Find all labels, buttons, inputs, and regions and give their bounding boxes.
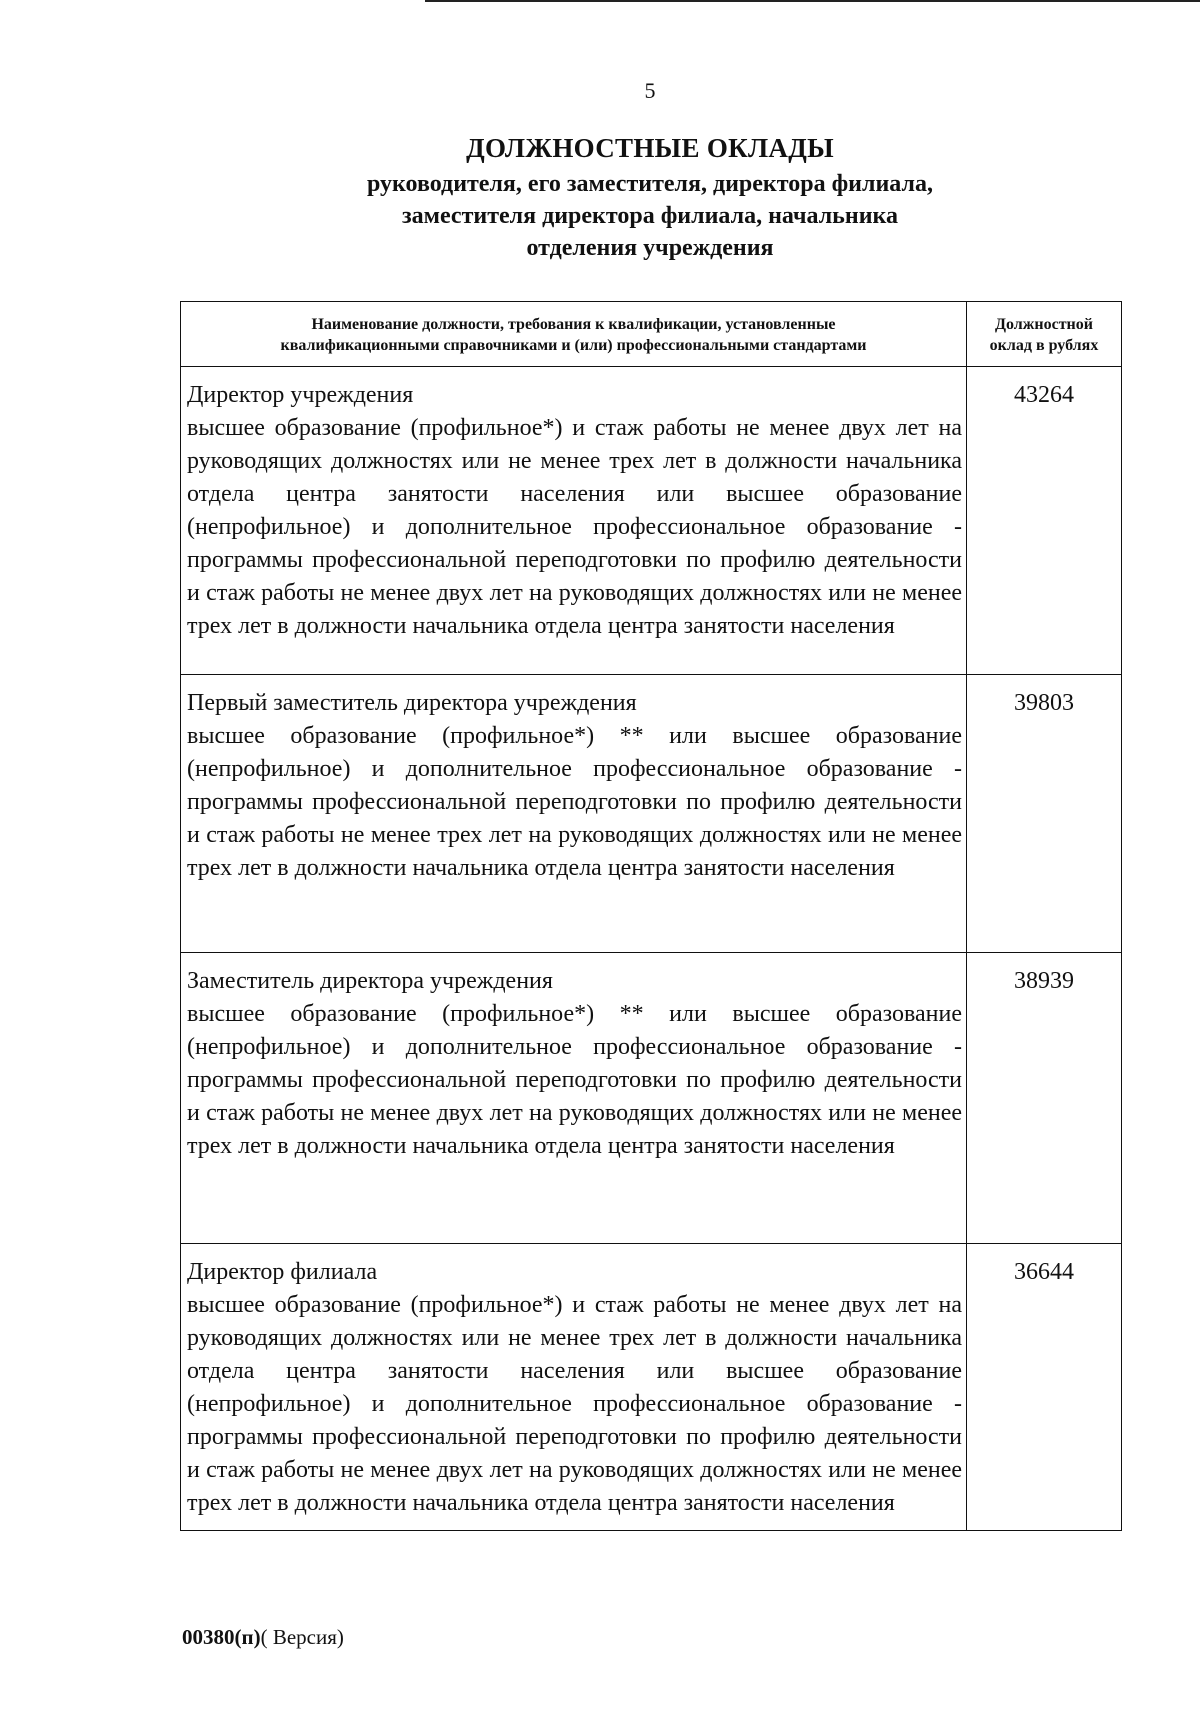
header-salary (967, 302, 1122, 367)
row-salary: 36644 (967, 1244, 1122, 1531)
position-requirements: высшее образование (профильное*) ** или высшее образование (непрофильное) и дополнительное профессиональное образование - программы профессиональной переподготовки по профилю деятельности и стаж работы не менее трех лет на руководящих должностях или не менее трех лет в должности начальника отдела центра занятости населения (187, 723, 962, 881)
scan-edge-line (425, 0, 1200, 2)
table-row (181, 675, 1122, 953)
salary-table (180, 301, 1122, 1531)
title-line-2: заместителя директора филиала, начальника (401, 203, 898, 229)
document-title (0, 128, 1200, 264)
header-salary-line-2: оклад в рублях (989, 337, 1099, 354)
row-description (181, 367, 967, 675)
document-version: ( Версия) (260, 1625, 344, 1649)
header-description-line-1: Наименование должности, требования к квалификации, установленные (311, 316, 836, 333)
position-requirements: высшее образование (профильное*) и стаж работы не менее двух лет на руководящих должностях или не менее трех лет в должности начальника отдела центра занятости населения или высшее образование (непрофильное) и дополнительное профессиональное образование - программы профессиональной переподготовки по профилю деятельности и стаж работы не менее двух лет на руководящих должностях или не менее трех лет в должности начальника отдела центра занятости населения (187, 415, 962, 639)
row-description (181, 953, 967, 1244)
document-footer (182, 1625, 344, 1650)
row-salary: 43264 (967, 367, 1122, 675)
row-description (181, 1244, 967, 1531)
position-title: Директор учреждения (187, 382, 414, 408)
header-description-line-2: квалификационными справочниками и (или) профессиональными стандартами (280, 337, 867, 354)
row-description (181, 675, 967, 953)
position-title: Заместитель директора учреждения (187, 968, 553, 994)
row-salary: 39803 (967, 675, 1122, 953)
table-header-row (181, 302, 1122, 367)
document-code: 00380(п) (182, 1625, 261, 1649)
position-title: Директор филиала (187, 1259, 378, 1285)
row-salary: 38939 (967, 953, 1122, 1244)
table-row (181, 367, 1122, 675)
header-description (181, 302, 967, 367)
position-requirements: высшее образование (профильное*) и стаж работы не менее двух лет на руководящих должностях или не менее трех лет в должности начальника отдела центра занятости населения или высшее образование (непрофильное) и дополнительное профессиональное образование - программы профессиональной переподготовки по профилю деятельности и стаж работы не менее двух лет на руководящих должностях или не менее трех лет в должности начальника отдела центра занятости населения (187, 1292, 962, 1516)
position-title: Первый заместитель директора учреждения (187, 690, 637, 716)
header-salary-line-1: Должностной (995, 316, 1093, 333)
page-number: 5 (644, 78, 656, 103)
title-main: ДОЛЖНОСТНЫЕ ОКЛАДЫ (466, 133, 834, 163)
table-row (181, 1244, 1122, 1531)
table-row (181, 953, 1122, 1244)
position-requirements: высшее образование (профильное*) ** или высшее образование (непрофильное) и дополнительное профессиональное образование - программы профессиональной переподготовки по профилю деятельности и стаж работы не менее двух лет на руководящих должностях или не менее трех лет в должности начальника отдела центра занятости населения (187, 1001, 962, 1159)
title-line-3: отделения учреждения (526, 235, 774, 261)
title-line-1: руководителя, его заместителя, директора филиала, (367, 171, 933, 197)
